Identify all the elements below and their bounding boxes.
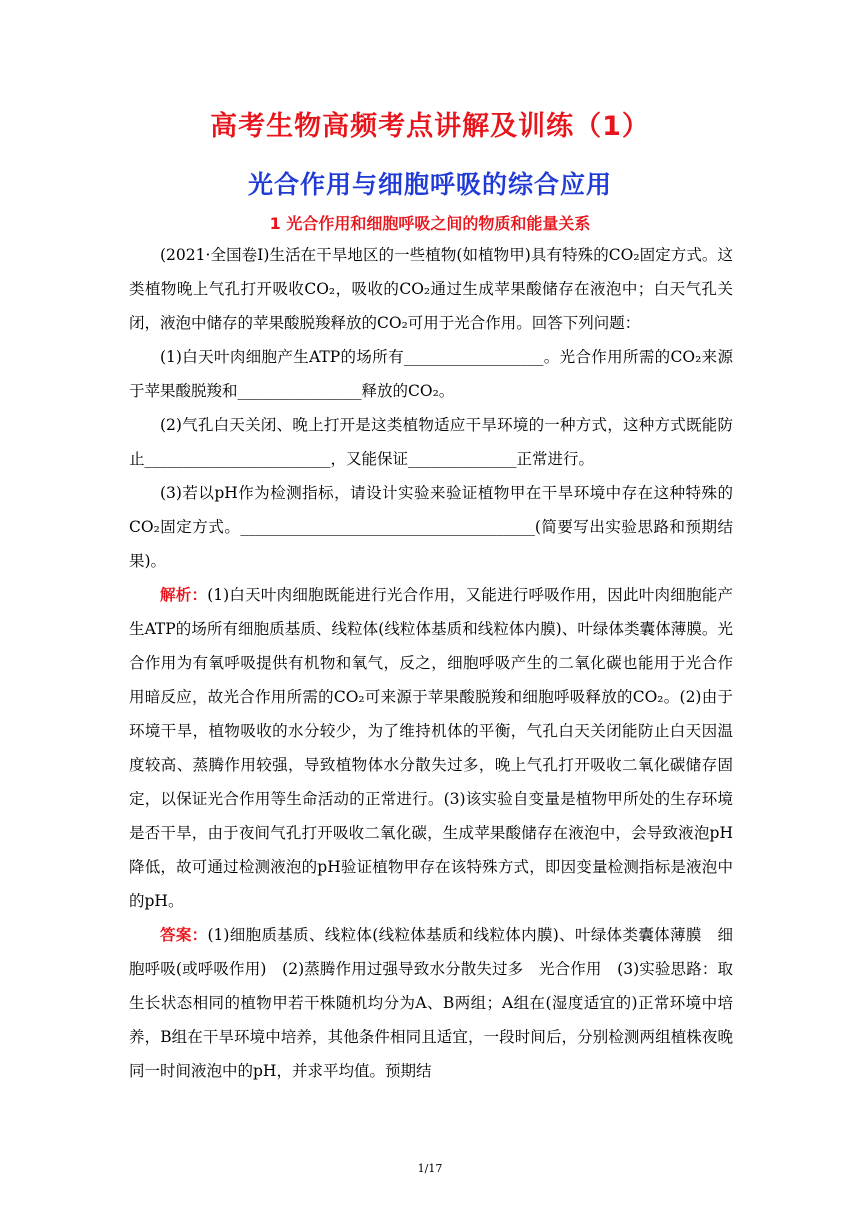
answer-paragraph: [129, 918, 733, 1088]
question-stem: (2021·全国卷Ⅰ)生活在干旱地区的一些植物(如植物甲)具有特殊的CO₂固定方式。这类植物晚上气孔打开吸收CO₂，吸收的CO₂通过生成苹果酸储存在液泡中；白天气孔关闭，液泡中储存的苹果酸脱羧释放的CO₂可用于光合作用。回答下列问题：: [129, 246, 733, 332]
answer-label: 答案：: [160, 925, 208, 944]
question-3: (3)若以pH作为检测指标，请设计实验来验证植物甲在干旱环境中存在这种特殊的CO₂固定方式。______________________________________(简要写出实验思路和预期结果)。: [129, 484, 733, 570]
analysis-paragraph: [129, 578, 733, 918]
answer-text: (1)细胞质基质、线粒体(线粒体基质和线粒体内膜)、叶绿体类囊体薄膜 细胞呼吸(或呼吸作用) (2)蒸腾作用过强导致水分散失过多 光合作用 (3)实验思路：取生长状态相同的植物甲若干株随机均分为A、B两组；A组在(湿度适宜的)正常环境中培养，B组在干旱环境中培养，其他条件相同且适宜，一段时间后，分别检测两组植株夜晚同一时间液泡中的pH，并求平均值。预期结: [129, 926, 733, 1080]
section-heading: 1 光合作用和细胞呼吸之间的物质和能量关系: [269, 214, 591, 233]
document-body: [129, 238, 733, 1088]
question-1: (1)白天叶肉细胞产生ATP的场所有__________________。光合作用所需的CO₂来源于苹果酸脱羧和________________释放的CO₂。: [129, 348, 733, 400]
analysis-label: 解析：: [160, 585, 208, 604]
analysis-text: (1)白天叶肉细胞既能进行光合作用，又能进行呼吸作用，因此叶肉细胞能产生ATP的场所有细胞质基质、线粒体(线粒体基质和线粒体内膜)、叶绿体类囊体薄膜。光合作用为有氧呼吸提供有机物和氧气，反之，细胞呼吸产生的二氧化碳也能用于光合作用暗反应，故光合作用所需的CO₂可来源于苹果酸脱羧和细胞呼吸释放的CO₂。(2)由于环境干旱，植物吸收的水分较少，为了维持机体的平衡，气孔白天关闭能防止白天因温度较高、蒸腾作用较强，导致植物体水分散失过多，晚上气孔打开吸收二氧化碳储存固定，以保证光合作用等生命活动的正常进行。(3)该实验自变量是植物甲所处的生存环境是否干旱，由于夜间气孔打开吸收二氧化碳，生成苹果酸储存在液泡中，会导致液泡pH降低，故可通过检测液泡的pH验证植物甲存在该特殊方式，即因变量检测指标是液泡中的pH。: [129, 586, 733, 910]
question-2: (2)气孔白天关闭、晚上打开是这类植物适应干旱环境的一种方式，这种方式既能防止________________________，又能保证______________正常进行。: [129, 416, 733, 468]
page-title: 高考生物高频考点讲解及训练（1）: [210, 111, 650, 142]
page-number: 1/17: [417, 1162, 443, 1175]
page-subtitle: 光合作用与细胞呼吸的综合应用: [247, 170, 612, 199]
